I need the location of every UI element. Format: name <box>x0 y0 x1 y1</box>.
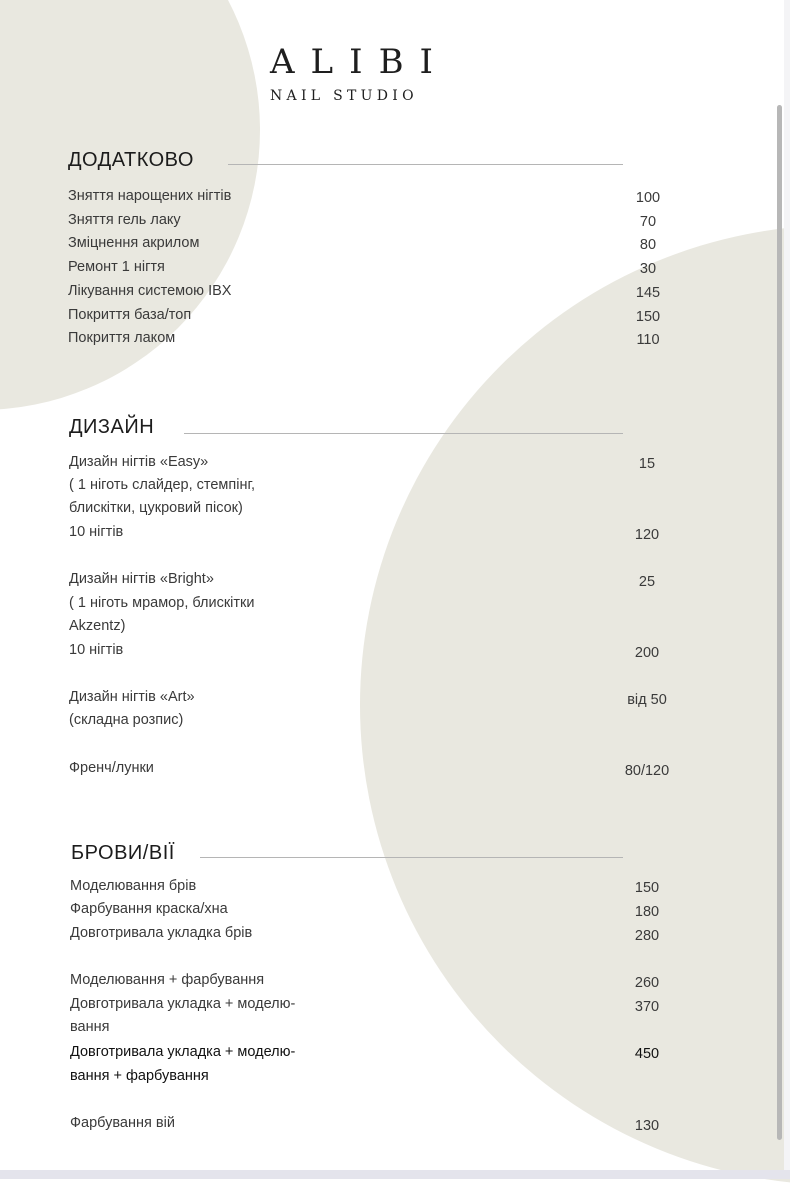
decorative-circle-right <box>360 225 790 1185</box>
section-heading-dyzain: ДИЗАЙН <box>69 416 155 438</box>
price-item-value: 150 <box>635 309 661 325</box>
price-item-name: Моделювання + фарбування <box>70 972 265 988</box>
price-item-name: Френч/лунки <box>69 760 154 776</box>
price-item-name: Лікування системою IBX <box>68 283 232 299</box>
price-item-name: Покриття лаком <box>68 330 176 346</box>
price-item-name-continued: вання <box>70 1019 110 1035</box>
price-item-name: Ремонт 1 нігтя <box>68 259 165 275</box>
price-item-name: Довготривала укладка брів <box>70 925 253 941</box>
price-item-name: Зміцнення акрилом <box>68 235 200 251</box>
price-item-value: 150 <box>634 880 660 896</box>
section-heading-dodatkovo: ДОДАТКОВО <box>68 149 194 171</box>
price-item-name: Фарбування краска/хна <box>70 901 228 917</box>
price-item-value: 130 <box>634 1118 660 1134</box>
price-item-description: ( 1 ніготь мрамор, блискітки <box>69 595 255 611</box>
price-item-value: 280 <box>634 928 660 944</box>
price-item-value: 145 <box>635 285 661 301</box>
price-item-value: 30 <box>639 261 657 277</box>
price-item-value: 25 <box>638 574 656 590</box>
price-item-value: 110 <box>636 332 660 348</box>
price-item-name: Покриття база/топ <box>68 307 192 323</box>
price-item-value-highlight: 450 <box>634 1046 660 1062</box>
price-item-name: Дизайн нігтів «Easy» <box>69 454 209 470</box>
price-item-value: 370 <box>634 999 660 1015</box>
page-edge <box>784 0 790 1179</box>
logo <box>270 42 470 104</box>
price-item-description: блискітки, цукровий пісок) <box>69 500 243 516</box>
price-item-value: 70 <box>639 214 657 230</box>
scrollbar[interactable] <box>777 105 782 1140</box>
price-item-name: Дизайн нігтів «Bright» <box>69 571 214 587</box>
section-divider <box>184 433 623 434</box>
logo-title: ALIBI <box>270 42 449 82</box>
bottom-edge <box>0 1170 790 1179</box>
section-divider <box>228 164 623 165</box>
price-item-name: 10 нігтів <box>69 642 124 658</box>
price-item-value: 15 <box>638 456 656 472</box>
price-item-value: 80/120 <box>624 763 670 779</box>
price-item-value: 100 <box>635 190 661 206</box>
price-item-value: від 50 <box>627 692 667 708</box>
logo-subtitle: NAIL STUDIO <box>270 88 418 104</box>
price-item-description: (складна розпис) <box>69 712 184 728</box>
price-item-name-highlight: Довготривала укладка + моделю- <box>70 1044 296 1060</box>
price-item-name-highlight-continued: вання + фарбування <box>70 1068 209 1084</box>
price-item-name: Зняття нарощених нігтів <box>68 188 232 204</box>
price-item-name: Фарбування вій <box>70 1115 175 1131</box>
price-item-name: 10 нігтів <box>69 524 124 540</box>
price-item-value: 180 <box>634 904 660 920</box>
price-item-value: 200 <box>634 645 660 661</box>
price-item-description: Akzentz) <box>69 618 126 634</box>
price-item-value: 120 <box>634 527 660 543</box>
price-item-value: 80 <box>639 237 657 253</box>
section-divider <box>200 857 623 858</box>
price-item-name: Моделювання брів <box>70 878 197 894</box>
section-heading-brovy-vii: БРОВИ/ВІЇ <box>71 842 175 864</box>
price-item-name: Дизайн нігтів «Art» <box>69 689 195 705</box>
price-item-value: 260 <box>634 975 660 991</box>
price-item-name: Довготривала укладка + моделю- <box>70 996 296 1012</box>
price-item-description: ( 1 ніготь слайдер, стемпінг, <box>69 477 256 493</box>
price-item-name: Зняття гель лаку <box>68 212 181 228</box>
